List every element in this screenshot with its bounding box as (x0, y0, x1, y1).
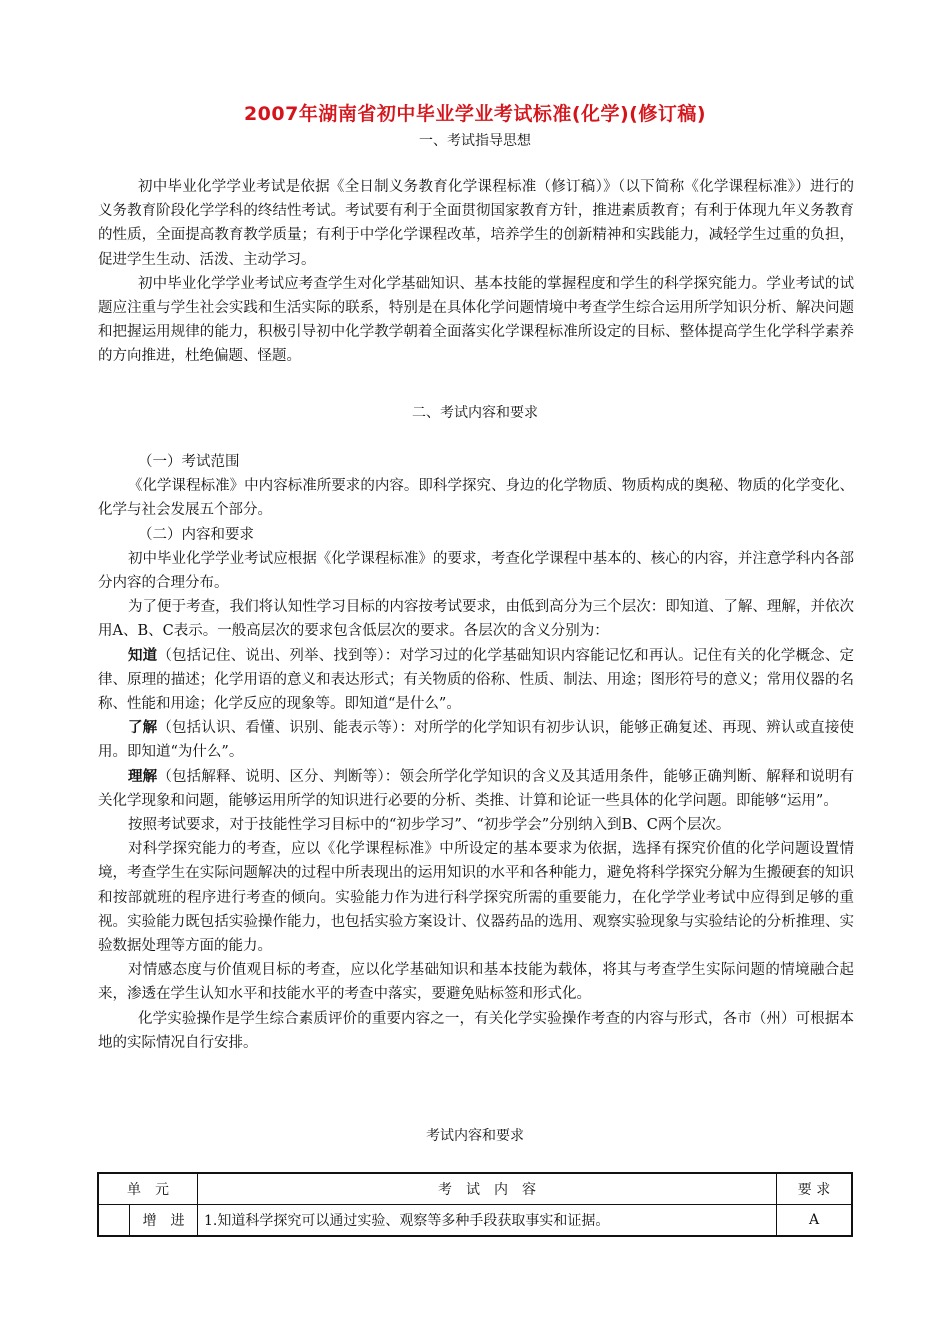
level-understand-text: （包括解释、说明、区分、判断等）：领会所学化学知识的含义及其适用条件，能够正确判断、解释和说明有关化学现象和问题，能够运用所学的知识进行必要的分析、类推、计算和论证一些具体的化学问题。即能够“运用”。 (98, 768, 855, 809)
content-paragraph-5: 对情感态度与价值观目标的考查，应以化学基础知识和基本技能为载体，将其与考查学生实际问题的情境融合起来，渗透在学生认知水平和技能水平的考查中落实，要避免贴标签和形式化。 (98, 962, 854, 1003)
scope-paragraph: 《化学课程标准》中内容标准所要求的内容。即科学探究、身边的化学物质、物质构成的奥秘、物质的化学变化、化学与社会发展五个部分。 (98, 478, 854, 519)
level-learn-term: 了解 (128, 720, 158, 737)
section2-heading: 二、考试内容和要求 (412, 405, 538, 421)
section1-paragraph-1: 初中毕业化学学业考试是依据《全日制义务教育化学课程标准（修订稿）》（以下简称《化学课程标准》）进行的义务教育阶段化学学科的终结性考试。考试要有利于全面贯彻国家教育方针，推进素质教育；有利于体现九年义务教育的性质，全面提高教育教学质量；有利于中学化学课程改革，培养学生的创新精神和实践能力，减轻学生过重的负担，促进学生生动、活泼、主动学习。 (98, 179, 854, 268)
level-understand-term: 理解 (128, 768, 158, 785)
scope-subheading: （一）考试范围 (138, 454, 240, 470)
content-paragraph-6: 化学实验操作是学生综合素质评价的重要内容之一，有关化学实验操作考查的内容与形式，各市（州）可根据本地的实际情况自行安排。 (98, 1010, 854, 1051)
level-learn-paragraph (98, 716, 854, 764)
section1-heading: 一、考试指导思想 (419, 133, 531, 149)
section1-body (98, 175, 854, 369)
content-subheading: （二）内容和要求 (138, 526, 254, 543)
level-know-text: （包括记住、说出、列举、找到等）：对学习过的化学基础知识内容能记忆和再认。记住有关的化学概念、定律、原理的描述；化学用语的意义和表达形式；有关物质的俗称、性质、制法、用途；图形符号的意义；常用仪器的名称、性能和用途；化学反应的现象等。即知道“是什么”。 (98, 647, 855, 713)
level-understand-paragraph (98, 765, 854, 813)
section1-paragraph-2: 初中毕业化学学业考试应考查学生对化学基础知识、基本技能的掌握程度和学生的科学探究能力。学业考试的试题应注重与学生社会实践和生活实际的联系，特别是在具体化学问题情境中考查学生综合运用所学知识分析、解决问题和把握运用规律的能力，积极引导初中化学教学朝着全面落实化学课程标准所设定的目标、整体提高学生化学科学素养的方向推进，杜绝偏题、怪题。 (98, 275, 854, 365)
content-paragraph-2: 为了便于考查，我们将认知性学习目标的内容按考试要求，由低到高分为三个层次：即知道、了解、理解，并依次用A、B、C表示。一般高层次的要求包含低层次的要求。各层次的含义分别为： (98, 599, 854, 640)
content-paragraph-4: 对科学探究能力的考查，应以《化学课程标准》中所设定的基本要求为依据，选择有探究价值的化学问题设置情境，考查学生在实际问题解决的过程中所表现出的运用知识的水平和各种能力，避免将科学探究分解为生搬硬套的知识和按部就班的程序进行考查的倾向。实验能力作为进行科学探究所需的重要能力，在化学学业考试中应得到足够的重视。实验能力既包括实验操作能力，也包括实验方案设计、仪器药品的选用、观察实验现象与实验结论的分析推理、实验数据处理等方面的能力。 (98, 841, 854, 955)
unit-spacer-cell (98, 1205, 130, 1237)
header-content: 考 试 内 容 (198, 1173, 777, 1205)
requirement-cell: A (777, 1205, 853, 1237)
header-unit: 单 元 (98, 1173, 198, 1205)
header-requirement: 要 求 (777, 1173, 853, 1205)
level-learn-text: （包括认识、看懂、识别、能表示等）：对所学的化学知识有初步认识，能够正确复述、再现、辨认或直接使用。即知道“为什么”。 (98, 720, 855, 761)
exam-content-table (97, 1172, 853, 1237)
document-title: 2007年湖南省初中毕业学业考试标准(化学)(修订稿) (243, 103, 707, 125)
content-paragraph-1: 初中毕业化学学业考试应根据《化学课程标准》的要求，考查化学课程中基本的、核心的内容，并注意学科内各部分内容的合理分布。 (98, 550, 854, 592)
table-row (98, 1205, 852, 1237)
table-header-row (98, 1173, 852, 1205)
unit-cell: 增 进 (130, 1205, 198, 1237)
level-know-term: 知道 (128, 647, 158, 664)
content-paragraph-3: 按照考试要求，对于技能性学习目标中的“初步学习”、“初步学会”分别纳入到B、C两个层次。 (128, 817, 731, 834)
content-cell: 1.知道科学探究可以通过实验、观察等多种手段获取事实和证据。 (198, 1205, 777, 1237)
table-caption: 考试内容和要求 (426, 1128, 524, 1144)
level-know-paragraph (98, 644, 854, 717)
section2-body (98, 450, 854, 1055)
